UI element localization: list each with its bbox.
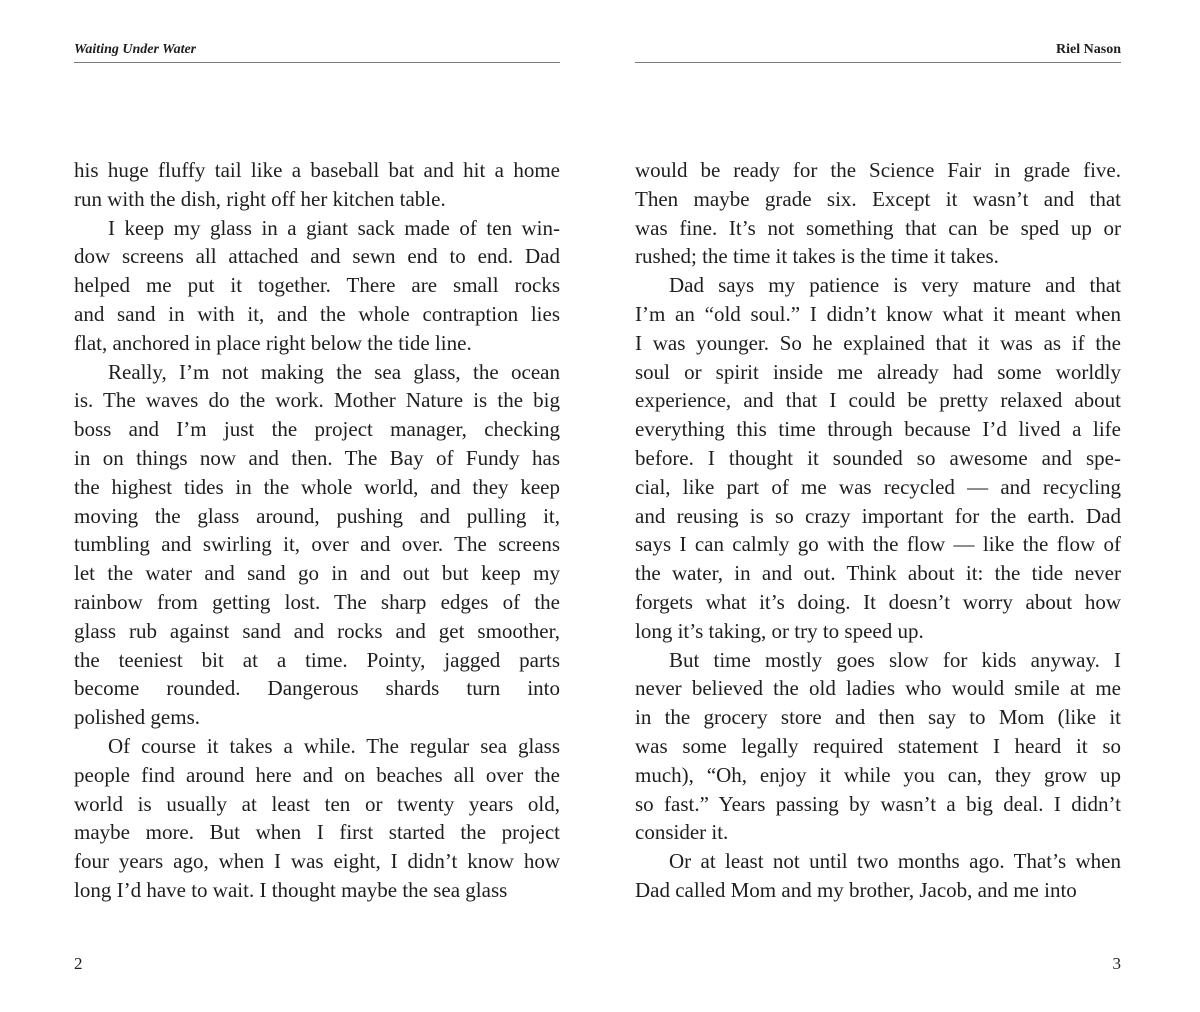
text-line: I’m an “old soul.” I didn’t know what it meant when: [635, 301, 1121, 326]
text-line: I was younger. So he explained that it was as if the: [635, 330, 1121, 355]
text-line: But time mostly goes slow for kids anyway. I: [669, 647, 1121, 672]
text-line: before. I thought it sounded so awesome and spe-: [635, 445, 1121, 470]
text-line: let the water and sand go in and out but keep my: [74, 561, 560, 586]
running-head-author: Riel Nason: [635, 40, 1121, 63]
text-line: Dad says my patience is very mature and that: [669, 273, 1121, 298]
text-line: world is usually at least ten or twenty years old,: [74, 791, 560, 816]
text-line: never believed the old ladies who would smile at me: [635, 676, 1121, 701]
text-line: four years ago, when I was eight, I didn’t know how: [74, 849, 560, 874]
text-line: moving the glass around, pushing and pulling it,: [74, 503, 560, 528]
text-line: in the grocery store and then say to Mom (like it: [635, 705, 1121, 730]
text-line: flat, anchored in place right below the tide line.: [74, 330, 472, 355]
text-line: I keep my glass in a giant sack made of ten win-: [108, 215, 560, 240]
text-line: everything this time through because I’d lived a life: [635, 417, 1121, 442]
text-line: Or at least not until two months ago. That’s when: [669, 849, 1121, 874]
right-page-body: [635, 156, 1121, 905]
right-page: [635, 0, 1121, 1012]
text-line: cial, like part of me was recycled — and recycling: [635, 474, 1121, 499]
text-line: helped me put it together. There are small rocks: [74, 273, 560, 298]
text-line: consider it.: [635, 820, 729, 845]
text-line: maybe more. But when I first started the project: [74, 820, 560, 845]
text-line: Really, I’m not making the sea glass, the ocean: [108, 359, 560, 384]
text-line: run with the dish, right off her kitchen table.: [74, 186, 446, 211]
text-line: was fine. It’s not something that can be sped up or: [635, 215, 1121, 240]
text-line: glass rub against sand and rocks and get smoother,: [74, 618, 560, 643]
text-line: the teeniest bit at a time. Pointy, jagged parts: [74, 647, 560, 672]
text-line: boss and I’m just the project manager, checking: [74, 417, 560, 442]
text-line: so fast.” Years passing by wasn’t a big deal. I didn’t: [635, 791, 1121, 816]
text-line: Of course it takes a while. The regular sea glass: [108, 733, 560, 758]
text-line: is. The waves do the work. Mother Nature is the big: [74, 388, 560, 413]
text-line: Then maybe grade six. Except it wasn’t and that: [635, 186, 1121, 211]
text-line: in on things now and then. The Bay of Fundy has: [74, 445, 560, 470]
text-line: the highest tides in the whole world, and they keep: [74, 474, 560, 499]
left-page-body: [74, 156, 560, 905]
text-line: soul or spirit inside me already had some worldly: [635, 359, 1121, 384]
text-line: his huge fluffy tail like a baseball bat and hit a home: [74, 158, 560, 182]
text-line: forgets what it’s doing. It doesn’t worry about how: [635, 589, 1121, 614]
text-line: long I’d have to wait. I thought maybe the sea glass: [74, 877, 508, 902]
text-line: and reusing is so crazy important for the earth. Dad: [635, 503, 1121, 528]
text-line: become rounded. Dangerous shards turn into: [74, 676, 560, 701]
text-line: polished gems.: [74, 705, 200, 730]
text-line: long it’s taking, or try to speed up.: [635, 618, 924, 643]
text-line: dow screens all attached and sewn end to end. Dad: [74, 244, 560, 269]
text-line: would be ready for the Science Fair in grade five.: [635, 158, 1121, 182]
page-number-left: 2: [74, 954, 83, 973]
text-line: rushed; the time it takes is the time it takes.: [635, 244, 999, 269]
text-line: Dad called Mom and my brother, Jacob, and me into: [635, 877, 1077, 902]
text-line: tumbling and swirling it, over and over. The screens: [74, 532, 560, 557]
left-page: [74, 0, 560, 1012]
text-line: people find around here and on beaches all over the: [74, 762, 560, 787]
text-line: the water, in and out. Think about it: the tide never: [635, 561, 1121, 586]
running-head-title: Waiting Under Water: [74, 40, 560, 63]
text-line: and sand in with it, and the whole contraption lies: [74, 301, 560, 326]
text-line: rainbow from getting lost. The sharp edges of the: [74, 589, 560, 614]
text-line: was some legally required statement I heard it so: [635, 733, 1121, 758]
text-line: experience, and that I could be pretty relaxed about: [635, 388, 1121, 413]
text-line: much), “Oh, enjoy it while you can, they grow up: [635, 762, 1121, 787]
page-number-right: 3: [1112, 954, 1121, 973]
text-line: says I can calmly go with the flow — like the flow of: [635, 532, 1121, 557]
